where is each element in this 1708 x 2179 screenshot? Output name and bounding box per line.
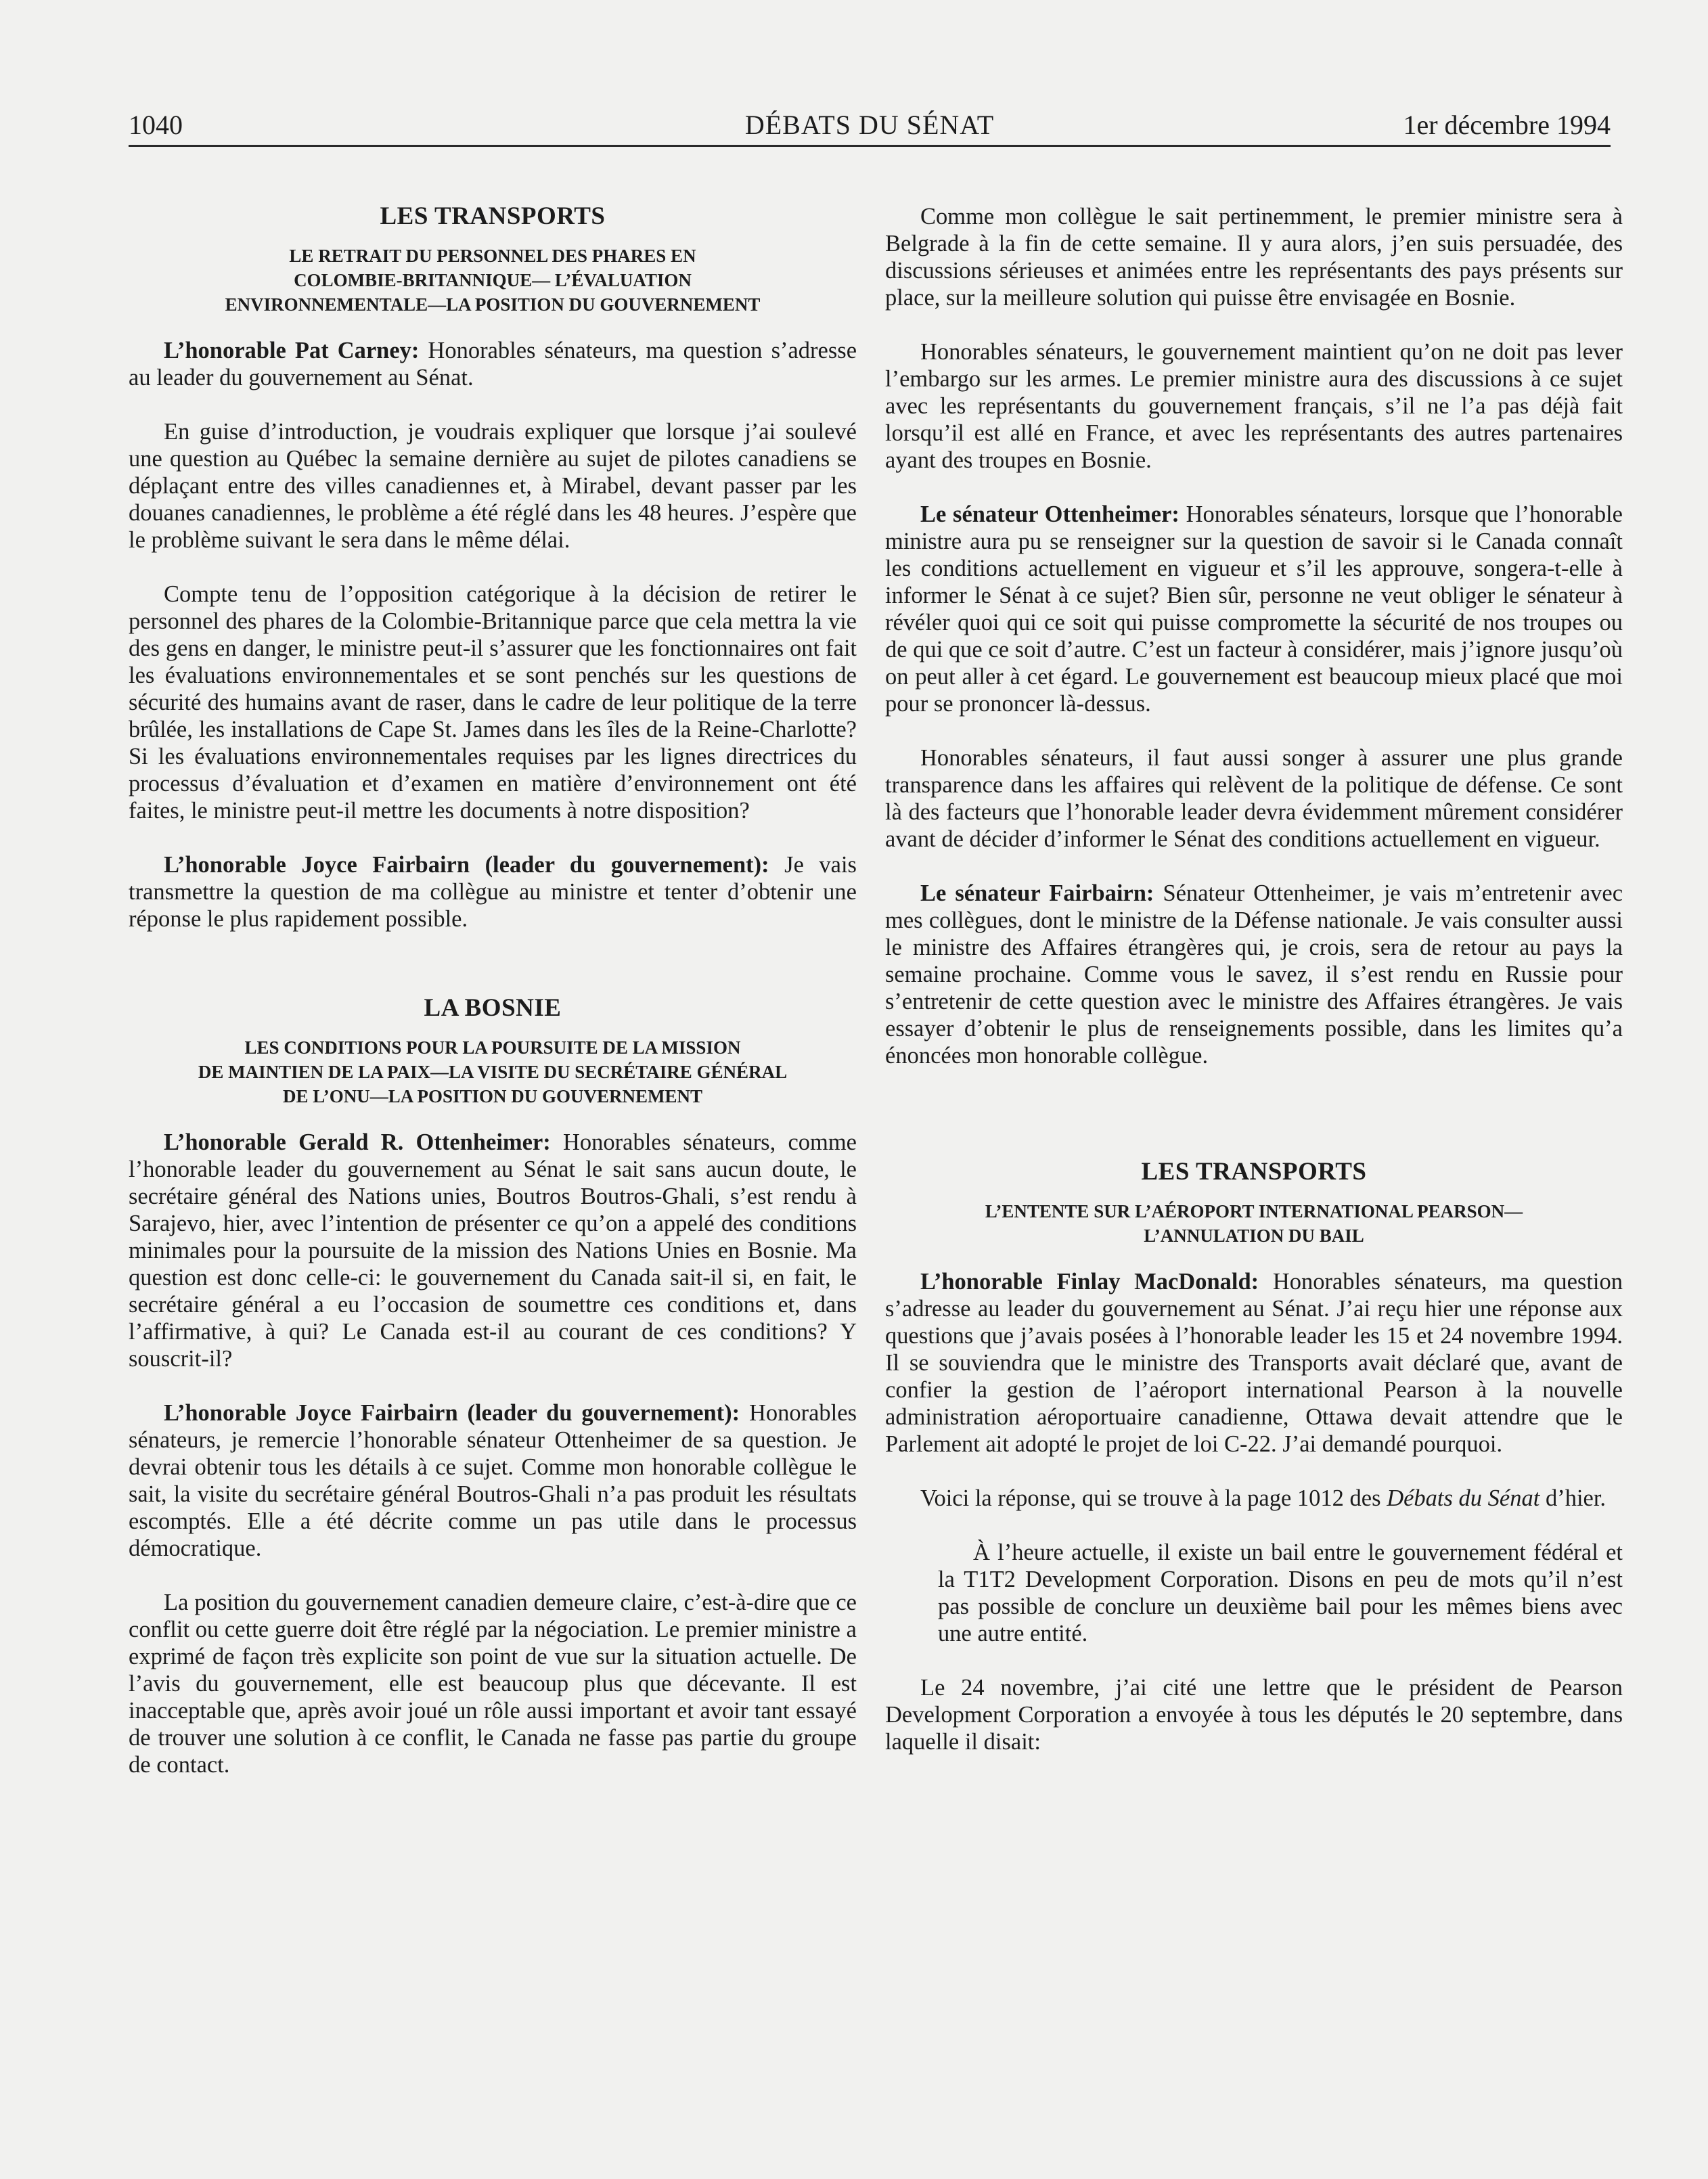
paragraph-text: Voici la réponse, qui se trouve à la page 1012 des	[920, 1485, 1387, 1511]
subtitle-line: ENVIRONNEMENTALE—LA POSITION DU GOUVERNEMENT	[225, 294, 761, 315]
paragraph: Comme mon collègue le sait pertinemment, le premier ministre sera à Belgrade à la fin de cette semaine. Il y aura alors, j’en suis persuadée, des discussions sérieuses et animées entre les représentants des pays présents sur place, sur la meilleure solution qui puisse être envisagée en Bosnie.	[885, 204, 1623, 311]
paragraph	[129, 1129, 857, 1372]
section-subtitle	[885, 1199, 1623, 1248]
paragraph-text: Honorables sénateurs, ma question s’adresse au leader du gouvernement au Sénat. J’ai reçu hier une réponse aux questions que j’avais posées à l’honorable leader les 15 et 24 novembre 1994. Il se souviendra que le ministre des Transports avait déclaré que, avant de confier la gestion de l’aéroport international Pearson à la nouvelle administration aéroportuaire canadienne, Ottawa devait attendre que le Parlement ait adopté le projet de loi C-22. J’ai demandé pourquoi.	[885, 1269, 1623, 1457]
speaker-name: L’honorable Joyce Fairbairn (leader du gouvernement):	[164, 852, 769, 878]
paragraph-text: Honorables sénateurs, ma question s’adresse au leader du gouvernement au Sénat.	[129, 338, 857, 390]
paragraph: Honorables sénateurs, le gouvernement maintient qu’on ne doit pas lever l’embargo sur les armes. Le premier ministre aura des discussions à ce sujet avec les représentants du gouvernement français, s’il ne l’a pas déjà fait lorsqu’il est allé en France, et avec les représentants des autres partenaires ayant des troupes en Bosnie.	[885, 339, 1623, 473]
paragraph: Compte tenu de l’opposition catégorique à la décision de retirer le personnel des phares de la Colombie-Britannique parce que cela mettra la vie des gens en danger, le ministre peut-il s’assurer que les fonctionnaires ont fait les évaluations environnementales et se sont penchés sur les questions de sécurité des humains avant de raser, dans le cadre de leur politique de la terre brûlée, les installations de Cape St. James dans les îles de la Reine-Charlotte? Si les évaluations environnementales requises par les lignes directrices du processus d’évaluation et d’examen en matière d’environnement ont été faites, le ministre peut-il mettre les documents à notre disposition?	[129, 581, 857, 824]
paragraph	[885, 1485, 1623, 1512]
right-column	[885, 203, 1623, 1755]
paragraph	[129, 337, 857, 391]
section-title: LES TRANSPORTS	[380, 202, 606, 230]
paragraph-text: Je vais transmettre la question de ma collègue au ministre et tenter d’obtenir une réponse le plus rapidement possible.	[129, 852, 857, 932]
section-subtitle	[129, 244, 857, 317]
paragraph: Honorables sénateurs, il faut aussi songer à assurer une plus grande transparence dans les affaires qui relèvent de la politique de défense. Ce sont là des facteurs que l’honorable leader devra évidemment mûrement considérer avant de décider d’informer le Sénat des conditions actuellement en vigueur.	[885, 745, 1623, 852]
publication-reference: Débats du Sénat	[1387, 1485, 1540, 1511]
subtitle-line: DE L’ONU—LA POSITION DU GOUVERNEMENT	[282, 1086, 703, 1106]
subtitle-line: COLOMBIE-BRITANNIQUE— L’ÉVALUATION	[294, 270, 692, 290]
speaker-name: L’honorable Finlay MacDonald:	[920, 1269, 1259, 1295]
subtitle-line: L’ENTENTE SUR L’AÉROPORT INTERNATIONAL PEARSON—	[985, 1201, 1523, 1221]
page-number: 1040	[129, 110, 183, 140]
quote-text: À l’heure actuelle, il existe un bail entre le gouvernement fédéral et la T1T2 Development Corporation. Disons en peu de mots qu’il n’est pas possible de conclure un deuxième bail pour les mêmes biens avec une autre entité.	[938, 1540, 1623, 1646]
speaker-name: L’honorable Gerald R. Ottenheimer:	[164, 1129, 551, 1155]
section-title: LA BOSNIE	[424, 994, 562, 1022]
paragraph: Le 24 novembre, j’ai cité une lettre que le président de Pearson Development Corporation a envoyée à tous les députés le 20 septembre, dans laquelle il disait:	[885, 1675, 1623, 1755]
paragraph	[885, 880, 1623, 1069]
subtitle-line: L’ANNULATION DU BAIL	[1144, 1226, 1364, 1246]
speaker-name: Le sénateur Ottenheimer:	[920, 501, 1179, 527]
left-column	[129, 203, 857, 1778]
paragraph	[129, 851, 857, 933]
section-title: LES TRANSPORTS	[1141, 1158, 1367, 1186]
subtitle-line: LE RETRAIT DU PERSONNEL DES PHARES EN	[289, 246, 696, 266]
publication-title: DÉBATS DU SÉNAT	[744, 110, 995, 140]
paragraph	[885, 501, 1623, 717]
paragraph-text: Honorables sénateurs, comme l’honorable leader du gouvernement au Sénat le sait sans aucun doute, le secrétaire général des Nations unies, Boutros Boutros-Ghali, s’est rendu à Sarajevo, hier, avec l’intention de présenter ce qu’on a appelé des conditions minimales pour la poursuite de la mission des Nations Unies en Bosnie. Ma question est donc celle-ci: le gouvernement du Canada sait-il si, en fait, le secrétaire général a eu l’occasion de soumettre ces conditions et, dans l’affirmative, à qui? Le Canada est-il au courant de ces conditions? Y souscrit-il?	[129, 1129, 857, 1372]
paragraph-text: Honorables sénateurs, lorsque que l’honorable ministre aura pu se renseigner sur la question de savoir si le Canada connaît les conditions actuellement en vigueur et s’il les approuve, songera-t-elle à informer le Sénat à ce sujet? Bien sûr, personne ne veut obliger le sénateur à révéler quoi qui ce soit qui puisse compromette la sécurité de nos troupes ou de qui que ce soit d’autre. C’est un facteur à considérer, mais j’ignore jusqu’où on peut aller à cet égard. Le gouvernement est beaucoup mieux placé que moi pour se prononcer là-dessus.	[885, 501, 1623, 717]
paragraph	[129, 1399, 857, 1562]
paragraph	[885, 1268, 1623, 1458]
paragraph-text: Honorables sénateurs, je remercie l’honorable sénateur Ottenheimer de sa question. Je devrai obtenir tous les détails à ce sujet. Comme mon honorable collègue le sait, la visite du secrétaire général Boutros-Ghali n’a pas produit les résultats escomptés. Elle a été décrite comme un pas utile dans le processus démocratique.	[129, 1400, 857, 1561]
speaker-name: Le sénateur Fairbairn:	[920, 880, 1154, 906]
speaker-name: L’honorable Joyce Fairbairn (leader du gouvernement):	[164, 1400, 740, 1426]
block-quote	[885, 1539, 1623, 1647]
paragraph: La position du gouvernement canadien demeure claire, c’est-à-dire que ce conflit ou cette guerre doit être réglé par la négociation. Le premier ministre a exprimé de façon très explicite son point de vue sur la situation actuelle. De l’avis du gouvernement, elle est beaucoup plus que décevante. Il est inacceptable que, après avoir joué un rôle aussi important et avoir tant essayé de trouver une solution à ce conflit, le Canada ne fasse pas partie du groupe de contact.	[129, 1590, 857, 1778]
paragraph-text: Sénateur Ottenheimer, je vais m’entretenir avec mes collègues, dont le ministre de la Défense nationale. Je vais consulter aussi le ministre des Affaires étrangères qui, je crois, sera de retour au pays la semaine prochaine. Comme vous le savez, il s’est rendu en Russie pour s’entretenir de cette question avec le ministre des Affaires étrangères. Je vais essayer d’obtenir le plus de renseignements possible, dans les limites qu’a énoncées mon honorable collègue.	[885, 880, 1623, 1069]
section-subtitle	[129, 1035, 857, 1108]
page-header	[129, 106, 1611, 147]
paragraph: En guise d’introduction, je voudrais expliquer que lorsque j’ai soulevé une question au Québec la semaine dernière au sujet de pilotes canadiens se déplaçant entre des villes canadiennes et, à Mirabel, devant passer par les douanes canadiennes, le problème a été réglé dans les 48 heures. J’espère que le problème suivant le sera dans le même délai.	[129, 419, 857, 553]
subtitle-line: DE MAINTIEN DE LA PAIX—LA VISITE DU SECRÉTAIRE GÉNÉRAL	[198, 1062, 788, 1082]
publication-date: 1er décembre 1994	[1403, 110, 1611, 140]
paragraph-text: d’hier.	[1540, 1485, 1606, 1511]
subtitle-line: LES CONDITIONS POUR LA POURSUITE DE LA MISSION	[244, 1037, 741, 1058]
speaker-name: L’honorable Pat Carney:	[164, 338, 420, 363]
